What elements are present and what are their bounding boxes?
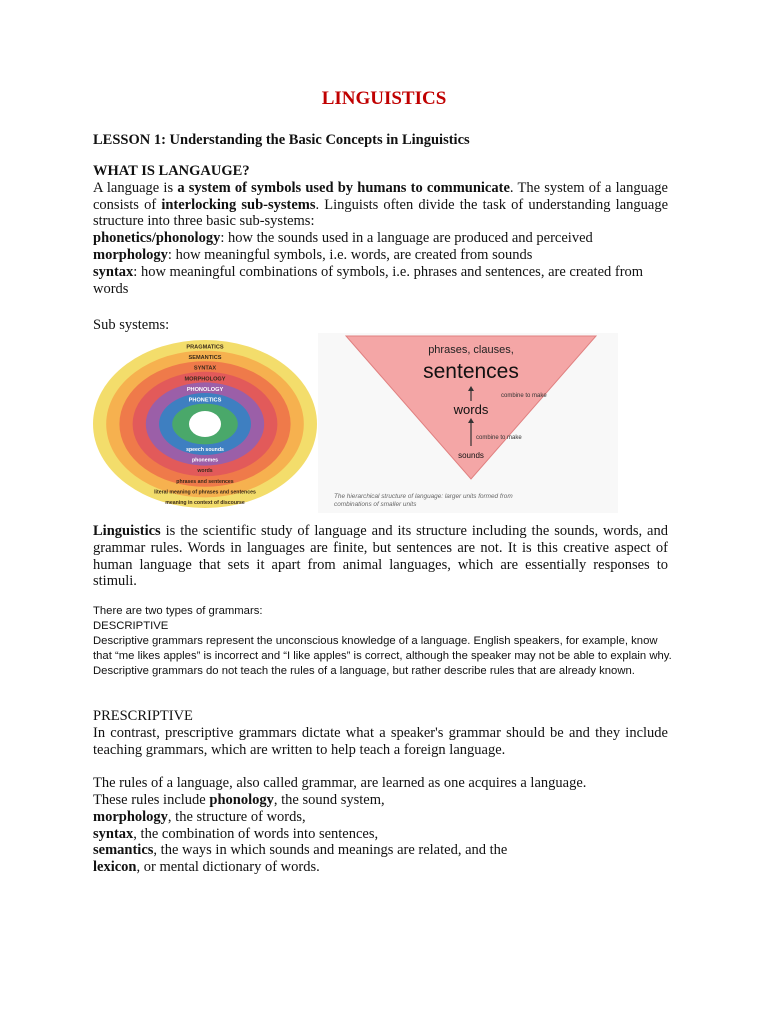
circle-center	[189, 411, 221, 437]
ring-label: MORPHOLOGY	[184, 376, 226, 383]
rules-text: , or mental dictionary of words.	[136, 859, 320, 876]
definition-morphology	[93, 247, 668, 264]
ring-label: SEMANTICS	[188, 355, 222, 362]
ring-description: meaning in context of discourse	[165, 500, 245, 506]
linguistics-paragraph	[93, 523, 668, 590]
ring-label: PHONETICS	[188, 397, 222, 404]
subsystems-label: Sub systems:	[93, 317, 170, 333]
rules-text: , the ways in which sounds and meanings are related, and the	[153, 842, 508, 859]
intro-text: A language is	[93, 179, 178, 196]
triangle-sounds-label: sounds	[458, 451, 484, 460]
triangle-words-label: words	[453, 402, 489, 417]
ring-description: words	[197, 468, 213, 475]
ring-label: PHONOLOGY	[186, 386, 224, 393]
rules-morphology	[93, 809, 668, 826]
definition-text: : how meaningful symbols, i.e. words, are created from sounds	[167, 246, 533, 263]
linguistics-text: is the scientific study of language and its structure including the sounds, words, and grammar rules. Words in languages are finite, but sentences are not. It is this creative aspect of human language that sets it apart from animal languages, which are essentially responses to stimuli.	[93, 523, 668, 590]
intro-emphasis-2: interlocking sub-systems	[161, 196, 316, 213]
prescriptive-paragraph: In contrast, prescriptive grammars dictate what a speaker's grammar should be and they include teaching grammars, which are written to help teach a foreign language.	[93, 724, 668, 758]
figure-caption-line-1: The hierarchical structure of language: larger units formed from	[334, 493, 513, 500]
rules-lexicon	[93, 859, 668, 876]
prescriptive-section	[93, 708, 668, 876]
spacer	[93, 758, 668, 775]
descriptive-paragraph: Descriptive grammars represent the unconscious knowledge of a language. English speakers, for example, know that “me likes apples” is incorrect and “I like apples” is correct, although the speaker may not be able to explain why. Descriptive grammars do not teach the rules of a language, but rather describe rules that are already known.	[93, 635, 672, 677]
figure-caption-line-2: combinations of smaller units	[334, 501, 417, 508]
language-hierarchy-triangle-figure	[318, 333, 618, 513]
definition-text: : how the sounds used in a language are produced and perceived	[220, 230, 593, 247]
prescriptive-heading: PRESCRIPTIVE	[93, 708, 193, 724]
grammar-types-section	[93, 604, 673, 679]
rules-text: , the combination of words into sentences,	[133, 825, 379, 842]
definition-term: phonetics/phonology	[93, 230, 221, 247]
intro-emphasis-1: a system of symbols used by humans to communicate	[177, 179, 510, 196]
definition-text: : how meaningful combinations of symbols, i.e. phrases and sentences, are created from words	[93, 263, 644, 297]
rules-term: syntax	[93, 825, 134, 842]
intro-text: . The system of a language consists of	[93, 179, 668, 213]
ring-label: PRAGMATICS	[186, 344, 224, 351]
rules-semantics	[93, 842, 668, 859]
rules-syntax	[93, 826, 668, 843]
intro-text: . Linguists often divide the task of understanding language structure into three basic sub-systems:	[93, 196, 669, 230]
ring-description: phrases and sentences	[176, 478, 234, 485]
triangle-combine-label-2: combine to make	[476, 435, 522, 441]
rules-paragraph: The rules of a language, also called grammar, are learned as one acquires a language.	[93, 775, 587, 792]
rules-text: These rules include	[93, 791, 210, 808]
rules-text: , the sound system,	[273, 791, 385, 808]
triangle-top-label: phrases, clauses,	[428, 344, 514, 356]
rules-term: semantics	[93, 842, 154, 859]
rules-term: lexicon	[93, 859, 137, 876]
ring-description: literal meaning of phrases and sentences	[154, 489, 256, 496]
descriptive-heading: DESCRIPTIVE	[93, 620, 169, 632]
what-is-language-section	[93, 163, 668, 297]
rules-text: , the structure of words,	[167, 808, 306, 825]
linguistics-term: Linguistics	[93, 523, 161, 539]
lesson-heading: LESSON 1: Understanding the Basic Concepts in Linguistics	[93, 132, 470, 148]
definition-phonetics	[93, 230, 668, 247]
intro-paragraph	[93, 180, 668, 230]
definition-term: morphology	[93, 246, 168, 263]
rules-term: morphology	[93, 808, 168, 825]
definition-syntax	[93, 264, 668, 298]
definition-term: syntax	[93, 263, 134, 280]
rules-list-intro	[93, 792, 668, 809]
ring-label: SYNTAX	[193, 365, 217, 372]
grammar-types-line: There are two types of grammars:	[93, 605, 263, 617]
triangle-combine-label-1: combine to make	[501, 393, 547, 399]
page-title: LINGUISTICS	[321, 88, 447, 109]
triangle-sentences-label: sentences	[423, 360, 519, 383]
linguistics-definition	[93, 523, 668, 590]
what-is-heading: WHAT IS LANGAUGE?	[93, 163, 250, 179]
concentric-circles-figure	[92, 338, 318, 510]
ring-description: phonemes	[192, 457, 218, 464]
rules-term: phonology	[209, 791, 274, 808]
ring-description: speech sounds	[186, 447, 224, 453]
